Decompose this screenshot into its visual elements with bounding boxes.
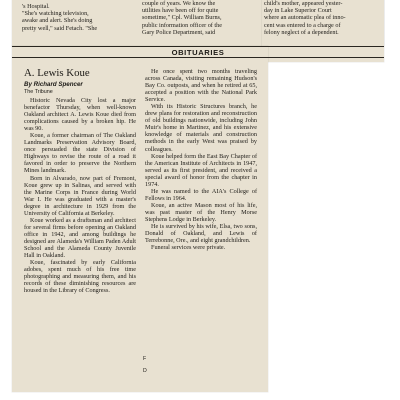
- header-line: sometime," Cpl. William Burns,: [142, 14, 222, 22]
- paragraph: With its Historic Structures branch, he drew plans for restoration and reconstruction of old buildings nationwide, including John Muir's home in Martinez, and his extensive knowledge of materials and construction methods in the early West was praised by colleagues.: [145, 103, 257, 153]
- paragraph: Koue, fascinated by early California adobes, spent much of his free time photographing and measuring them, and his records of these diminishing resources are housed in the Library of Congress.: [24, 259, 136, 295]
- header-line: cent was entered to a charge of: [264, 21, 341, 29]
- header-line: day in Lake Superior Court: [264, 7, 332, 15]
- margin-mark: F: [143, 356, 147, 362]
- header-line: "She's watching television,: [22, 10, 89, 18]
- paragraph: He is survived by his wife, Elsa, two sons, Donald of Oakland, and Lewis of Terrebonne, Ore., and eight grandchildren.: [145, 223, 257, 245]
- paragraph: He was named to the AIA's College of Fellows in 1964.: [145, 187, 257, 202]
- header-line: awake and alert. She's doing: [22, 17, 93, 25]
- paragraph: Koue, an active Mason most of his life, was past master of the Henry Morse Stephens Lodge in Berkeley.: [145, 201, 257, 223]
- paragraph: Koue, a former chairman of The Oakland Landmarks Preservation Advisory Board, once persuaded the state Division of Highways to revise the route of a road it favored in order to preserve the Northern Mines landmark.: [24, 132, 136, 175]
- paragraph: He once spent two months traveling across Canada, visiting remaining Hudson's Bay Co. outposts, and when he retired at 65, accepted a position with the National Park Service.: [145, 68, 257, 104]
- byline: [24, 82, 83, 95]
- article-column-right: [145, 68, 257, 251]
- header-line: child's mother, appeared yester-: [264, 0, 343, 7]
- paragraph: Koue helped form the East Bay Chapter of the American Institute of Architects in 1947, served as its first president, and received a special award of honor from the chapter in 1974.: [145, 152, 257, 188]
- header-line: felony neglect of a dependent.: [264, 28, 339, 36]
- header-line: 's Hospital.: [22, 3, 50, 10]
- paragraph: Funeral services were private.: [151, 244, 226, 252]
- margin-mark: D: [143, 368, 147, 374]
- byline-name: By Richard Spencer: [24, 81, 83, 88]
- header-column-3: [264, 0, 382, 36]
- article-column-left: [24, 97, 136, 294]
- article-headline: A. Lewis Koue: [24, 67, 90, 79]
- header-line: utilities have been off for quite: [142, 7, 219, 15]
- byline-org: The Tribune: [24, 88, 53, 95]
- header-line: couple of years. We know the: [142, 0, 216, 7]
- header-column-2: [142, 0, 254, 36]
- header-column-1: [22, 3, 118, 32]
- paragraph: Koue worked as a draftsman and architect for several firms before opening an Oakland office in 1942, and among buildings he designed are Alameda's William Paden Adult School and the Alameda County Juvenile Hall in Oakland.: [24, 216, 136, 260]
- paragraph: Historic Nevada City lost a major benefactor Thursday, when well-known Oakland architect A. Lewis Koue died from complications caused by a broken hip. He was 90.: [24, 97, 136, 133]
- header-line: Gary Police Department, said: [142, 28, 216, 36]
- paragraph: Born in Alvarado, now part of Fremont, Koue grew up in Salinas, and served with the Marine Corps in France during World War I. He was graduated with a master's degree in architecture in 1929 from the University of California at Berkeley.: [24, 174, 136, 217]
- section-bar: [12, 46, 384, 58]
- header-line: where an automatic plea of inno-: [264, 14, 346, 22]
- header-line: public information officer of the: [142, 21, 222, 29]
- header-line: pretty well," said Fetach. "She: [22, 24, 98, 32]
- section-title: OBITUARIES: [171, 47, 225, 57]
